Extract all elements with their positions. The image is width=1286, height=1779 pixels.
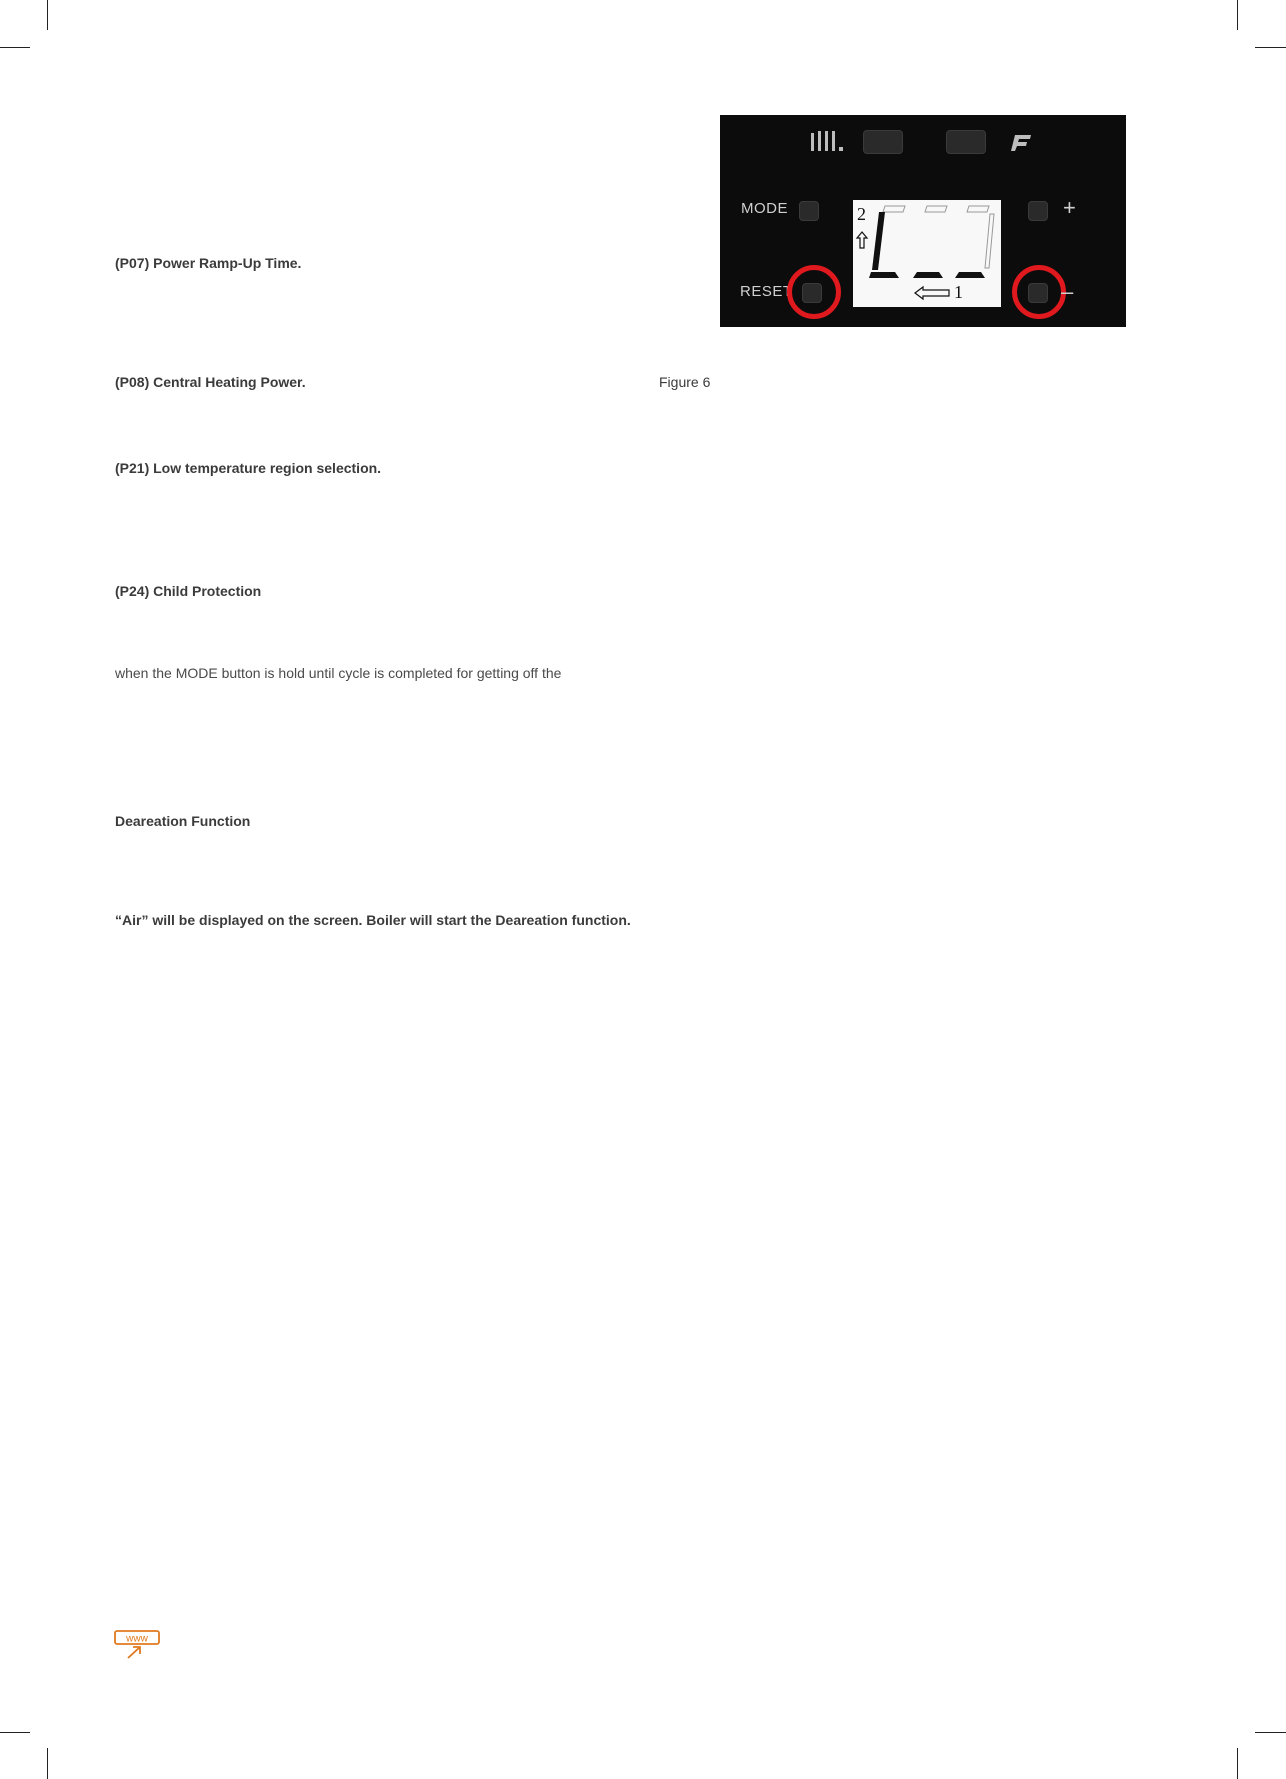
lcd-segments: [853, 200, 1001, 307]
crop-mark-top-left-horizontal: [0, 47, 30, 48]
lcd-step-2-label: 2: [857, 204, 866, 224]
figure-caption: Figure 6: [659, 374, 711, 390]
www-link-icon[interactable]: [114, 1630, 162, 1660]
minus-highlight-ring: [1012, 265, 1066, 319]
radiator-icon: [809, 129, 845, 155]
crop-mark-top-right-horizontal: [1255, 47, 1286, 48]
air-text: “Air” will be displayed on the screen. Boiler will start the Deareation function.: [115, 912, 631, 928]
minus-label: –: [1061, 279, 1074, 304]
deaeration-heading: Deareation Function: [115, 813, 251, 829]
mode-label: MODE: [741, 200, 788, 217]
plus-label: +: [1063, 195, 1077, 220]
crop-mark-bottom-left-horizontal: [0, 1732, 30, 1733]
control-panel-figure: [720, 115, 1126, 327]
p24-text: when the MODE button is hold until cycle is completed for getting off the: [115, 665, 562, 681]
p08-heading: (P08) Central Heating Power.: [115, 374, 306, 390]
p21-heading: (P21) Low temperature region selection.: [115, 460, 382, 476]
hot-water-button[interactable]: [946, 130, 986, 154]
p07-heading: (P07) Power Ramp-Up Time.: [115, 255, 302, 271]
p24-heading: (P24) Child Protection: [115, 583, 262, 599]
crop-mark-top-left-vertical: [47, 0, 48, 30]
crop-mark-bottom-right-horizontal: [1255, 1732, 1286, 1733]
heating-button[interactable]: [863, 130, 903, 154]
crop-mark-top-right-vertical: [1237, 0, 1238, 30]
lcd-display: [853, 200, 1001, 307]
crop-mark-bottom-right-vertical: [1237, 1748, 1238, 1779]
crop-mark-bottom-left-vertical: [47, 1748, 48, 1779]
tap-icon: [1005, 129, 1033, 155]
reset-highlight-ring: [787, 265, 841, 319]
svg-text:www: www: [126, 1633, 148, 1645]
plus-button[interactable]: [1028, 201, 1048, 221]
mode-button[interactable]: [799, 201, 819, 221]
lcd-step-1-label: 1: [954, 282, 963, 302]
reset-label: RESET: [740, 283, 793, 300]
